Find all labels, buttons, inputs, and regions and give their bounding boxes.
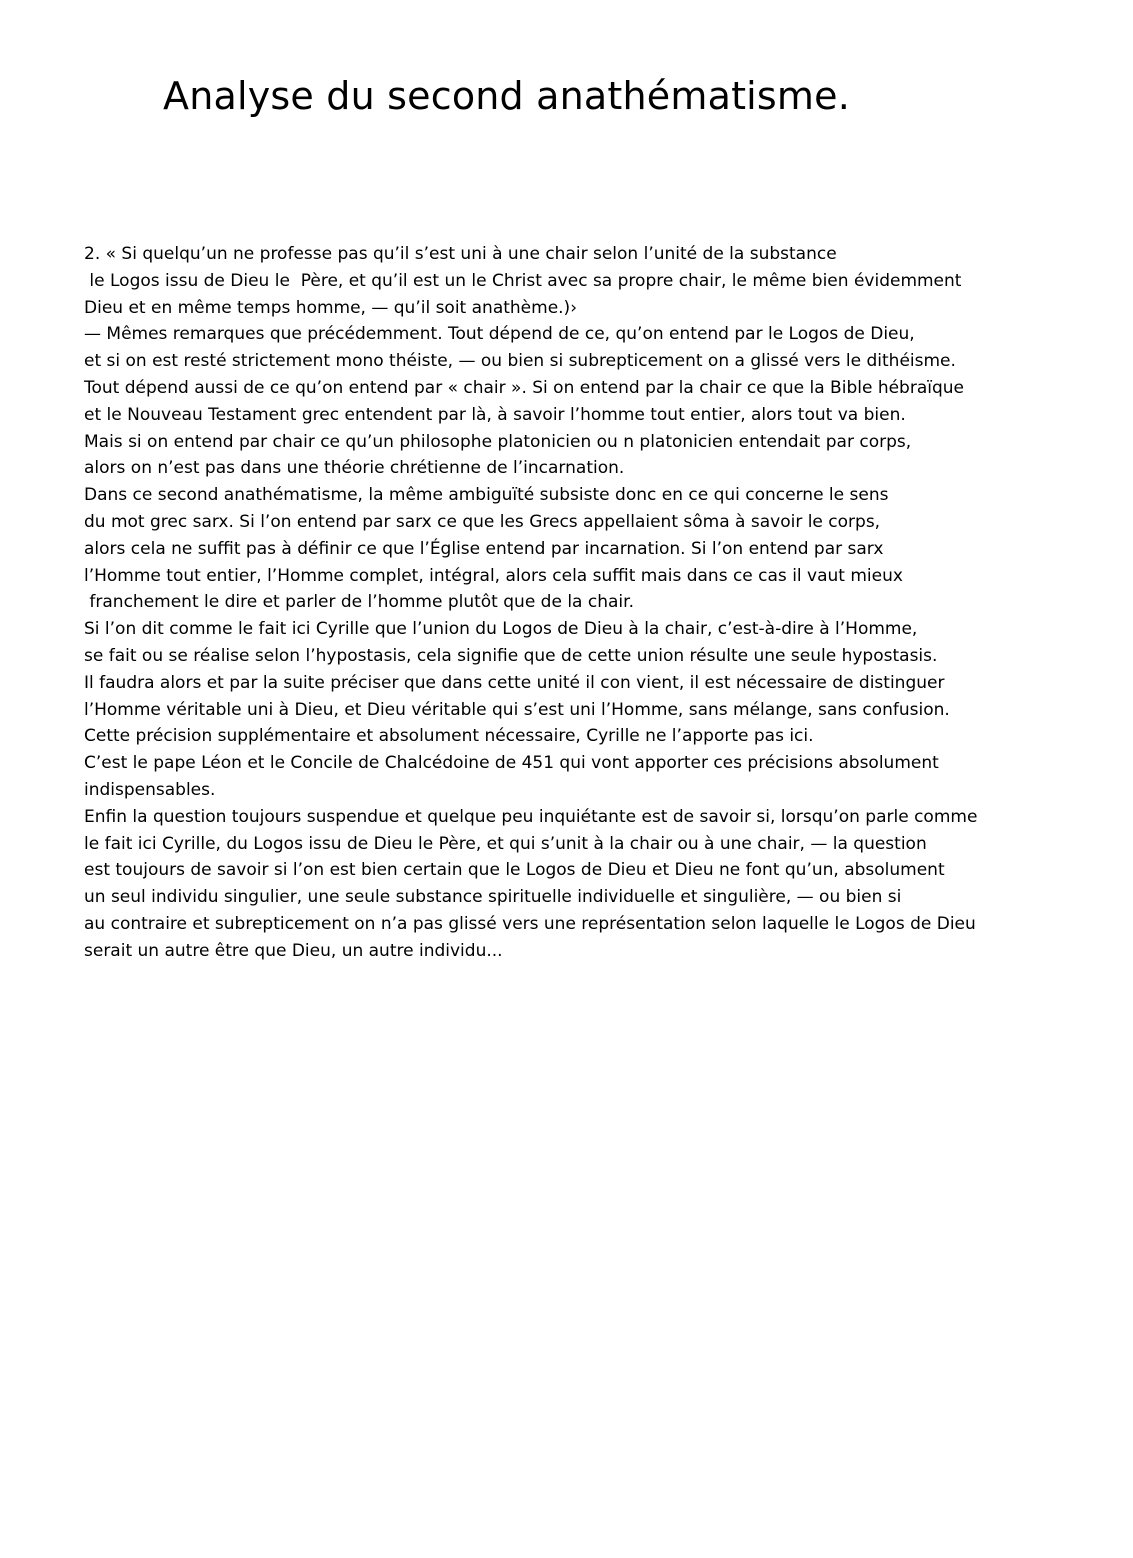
text-line: est toujours de savoir si l’on est bien certain que le Logos de Dieu et Dieu ne font qu’un, absolument — [84, 860, 945, 881]
text-line: alors cela ne suffit pas à définir ce que l’Église entend par incarnation. Si l’on entend par sarx — [84, 538, 884, 559]
text-line: C’est le pape Léon et le Concile de Chalcédoine de 451 qui vont apporter ces précisions absolument — [84, 753, 939, 774]
text-line: le Logos issu de Dieu le Père, et qu’il est un le Christ avec sa propre chair, le même bien évidemment — [84, 270, 962, 291]
text-line: l’Homme tout entier, l’Homme complet, intégral, alors cela suffit mais dans ce cas il vaut mieux — [84, 565, 903, 586]
text-line: l’Homme véritable uni à Dieu, et Dieu véritable qui s’est uni l’Homme, sans mélange, sans confusion. — [84, 699, 950, 720]
text-line: Mais si on entend par chair ce qu’un philosophe platonicien ou n platonicien entendait par corps, — [84, 431, 912, 452]
text-line: se fait ou se réalise selon l’hypostasis, cela signifie que de cette union résulte une seule hypostasis. — [84, 645, 938, 666]
text-line: alors on n’est pas dans une théorie chrétienne de l’incarnation. — [84, 458, 625, 479]
text-line: au contraire et subrepticement on n’a pas glissé vers une représentation selon laquelle le Logos de Dieu — [84, 913, 976, 934]
text-line: du mot grec sarx. Si l’on entend par sarx ce que les Grecs appellaient sôma à savoir le corps, — [84, 511, 881, 532]
text-line: un seul individu singulier, une seule substance spirituelle individuelle et singulière, — ou bien si — [84, 887, 902, 908]
text-line: indispensables. — [84, 779, 216, 800]
document-body — [84, 241, 1124, 965]
text-line: Cette précision supplémentaire et absolument nécessaire, Cyrille ne l’apporte pas ici. — [84, 726, 814, 747]
text-line: Si l’on dit comme le fait ici Cyrille que l’union du Logos de Dieu à la chair, c’est-à-dire à l’Homme, — [84, 619, 918, 640]
text-line: Dieu et en même temps homme, — qu’il soit anathème.)› — [84, 297, 577, 318]
document-title: Analyse du second anathématisme. — [163, 74, 851, 118]
text-line: serait un autre être que Dieu, un autre individu... — [84, 940, 503, 961]
text-line: et si on est resté strictement mono théiste, — ou bien si subrepticement on a glissé vers le dithéisme. — [84, 351, 956, 372]
text-line: Tout dépend aussi de ce qu’on entend par « chair ». Si on entend par la chair ce que la Bible hébraïque — [84, 377, 964, 398]
text-line: Il faudra alors et par la suite préciser que dans cette unité il con vient, il est nécessaire de distinguer — [84, 672, 945, 693]
text-line: et le Nouveau Testament grec entendent par là, à savoir l’homme tout entier, alors tout va bien. — [84, 404, 906, 425]
text-line: Enfin la question toujours suspendue et quelque peu inquiétante est de savoir si, lorsqu’on parle comme — [84, 806, 978, 827]
text-line: le fait ici Cyrille, du Logos issu de Dieu le Père, et qui s’unit à la chair ou à une chair, — la question — [84, 833, 927, 854]
text-line: — Mêmes remarques que précédemment. Tout dépend de ce, qu’on entend par le Logos de Dieu, — [84, 324, 915, 345]
text-line: Dans ce second anathématisme, la même ambiguïté subsiste donc en ce qui concerne le sens — [84, 485, 889, 506]
text-line: 2. « Si quelqu’un ne professe pas qu’il s’est uni à une chair selon l’unité de la substance — [84, 244, 837, 264]
text-line: franchement le dire et parler de l’homme plutôt que de la chair. — [84, 592, 634, 613]
